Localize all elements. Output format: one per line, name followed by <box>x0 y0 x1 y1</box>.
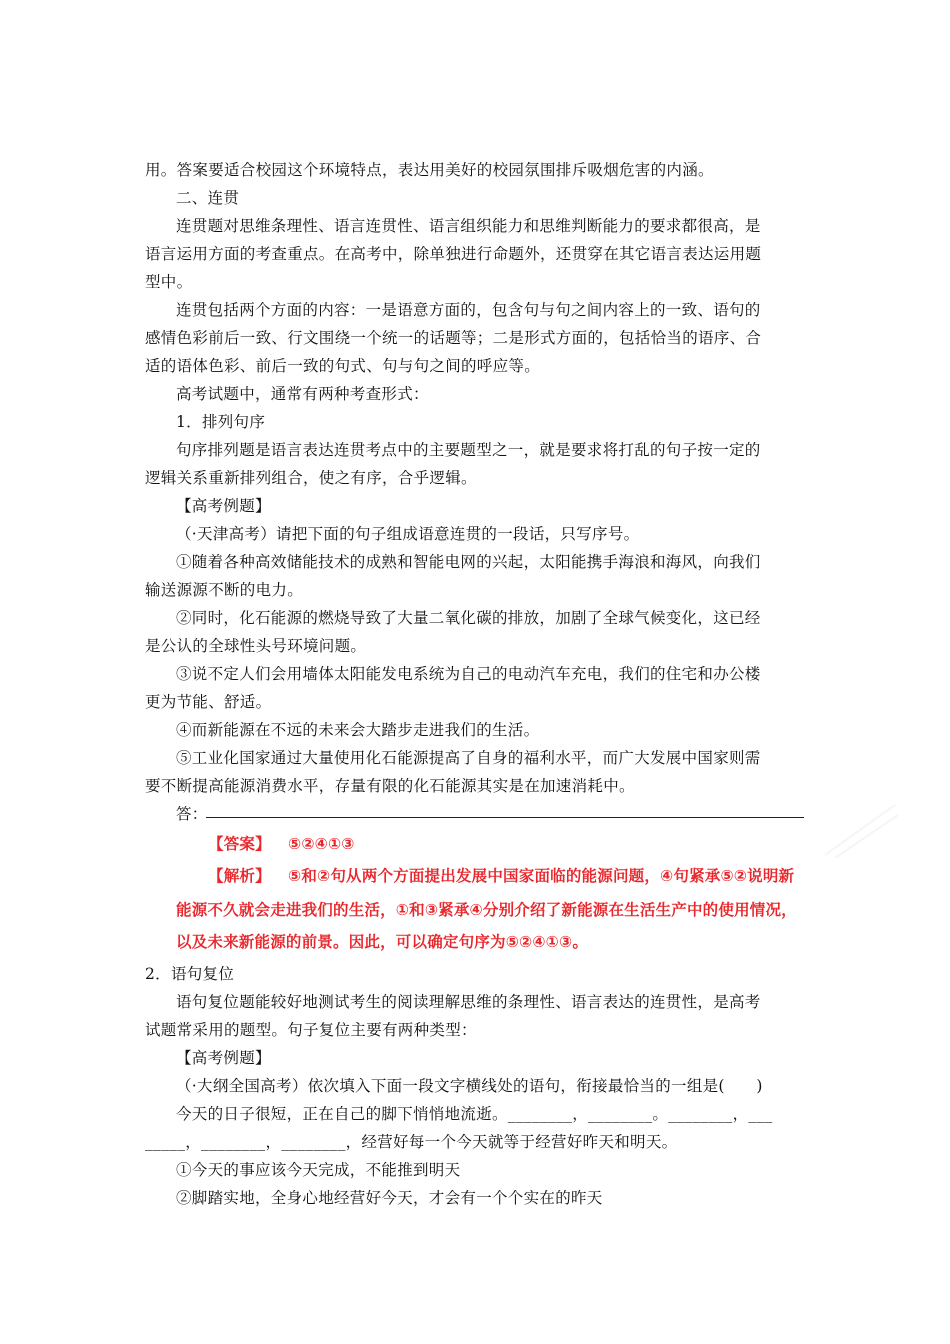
analysis-text-1: ⑤和②句从两个方面提出发展中国家面临的能源问题，④句紧承⑤②说明新 <box>288 867 795 885</box>
text-line: 型中。 <box>145 273 193 291</box>
answer-value: ⑤②④①③ <box>288 835 355 853</box>
analysis-text-2: 能源不久就会走进我们的生活，①和③紧承④分别介绍了新能源在生活生产中的使用情况， <box>176 901 797 919</box>
watermark-icon <box>820 800 900 860</box>
subsection-heading: 1．排列句序 <box>176 413 266 431</box>
analysis-label: 【解析】 <box>208 867 271 885</box>
text-line: 高考试题中，通常有两种考查形式： <box>176 385 429 403</box>
sentence-1-cont: 输送源源不断的电力。 <box>145 581 304 599</box>
subsection-heading: 2．语句复位 <box>145 965 235 983</box>
sentence-5-cont: 要不断提高能源消费水平，存量有限的化石能源其实是在加速消耗中。 <box>145 777 635 795</box>
text-line: 语句复位题能较好地测试考生的阅读理解思维的条理性、语言表达的连贯性，是高考 <box>176 993 761 1011</box>
analysis-text-3: 以及未来新能源的前景。因此，可以确定句序为⑤②④①③。 <box>176 933 589 951</box>
sentence-3-cont: 更为节能、舒适。 <box>145 693 272 711</box>
sentence-4: ④而新能源在不远的未来会大踏步走进我们的生活。 <box>176 721 540 739</box>
option-1: ①今天的事应该今天完成，不能推到明天 <box>176 1161 461 1179</box>
section-heading: 二、连贯 <box>176 189 240 207</box>
option-2: ②脚踏实地，全身心地经营好今天，才会有一个个实在的昨天 <box>176 1189 603 1207</box>
sentence-1: ①随着各种高效储能技术的成熟和智能电网的兴起，太阳能携手海浪和海风，向我们 <box>176 553 761 571</box>
text-line: 语言运用方面的考查重点。在高考中，除单独进行命题外，还贯穿在其它语言表达运用题 <box>145 245 762 263</box>
answer-label: 【答案】 <box>208 835 271 853</box>
passage-line: 今天的日子很短，正在自己的脚下悄悄地流逝。________，________。________，___ <box>176 1105 773 1123</box>
sentence-2-cont: 是公认的全球性头号环境问题。 <box>145 637 367 655</box>
example-heading: 【高考例题】 <box>176 497 271 515</box>
text-line: 适的语体色彩、前后一致的句式、句与句之间的呼应等。 <box>145 357 541 375</box>
text-line: 句序排列题是语言表达连贯考点中的主要题型之一，就是要求将打乱的句子按一定的 <box>176 441 761 459</box>
sentence-3: ③说不定人们会用墙体太阳能发电系统为自己的电动汽车充电，我们的住宅和办公楼 <box>176 665 761 683</box>
sentence-2: ②同时，化石能源的燃烧导致了大量二氧化碳的排放，加剧了全球气候变化，这已经 <box>176 609 761 627</box>
text-line: 逻辑关系重新排列组合，使之有序，合乎逻辑。 <box>145 469 477 487</box>
sentence-5: ⑤工业化国家通过大量使用化石能源提高了自身的福利水平，而广大发展中国家则需 <box>176 749 761 767</box>
text-line: 连贯题对思维条理性、语言连贯性、语言组织能力和思维判断能力的要求都很高，是 <box>176 217 761 235</box>
text-line: 试题常采用的题型。句子复位主要有两种类型： <box>145 1021 477 1039</box>
answer-prompt: 答： <box>176 805 208 823</box>
question-stem: （·大纲全国高考）依次填入下面一段文字横线处的语句，衔接最恰当的一组是( ) <box>176 1077 763 1095</box>
text-line: 连贯包括两个方面的内容：一是语意方面的，包含句与句之间内容上的一致、语句的 <box>176 301 761 319</box>
passage-line: _____，________，________，经营好每一个今天就等于经营好昨天和明天。 <box>145 1133 678 1151</box>
answer-blank-line <box>206 817 804 818</box>
example-heading: 【高考例题】 <box>176 1049 271 1067</box>
question-stem: （·天津高考）请把下面的句子组成语意连贯的一段话，只写序号。 <box>176 525 640 543</box>
text-line: 感情色彩前后一致、行文围绕一个统一的话题等；二是形式方面的，包括恰当的语序、合 <box>145 329 762 347</box>
text-line: 用。答案要适合校园这个环境特点，表达用美好的校园氛围排斥吸烟危害的内涵。 <box>145 161 714 179</box>
